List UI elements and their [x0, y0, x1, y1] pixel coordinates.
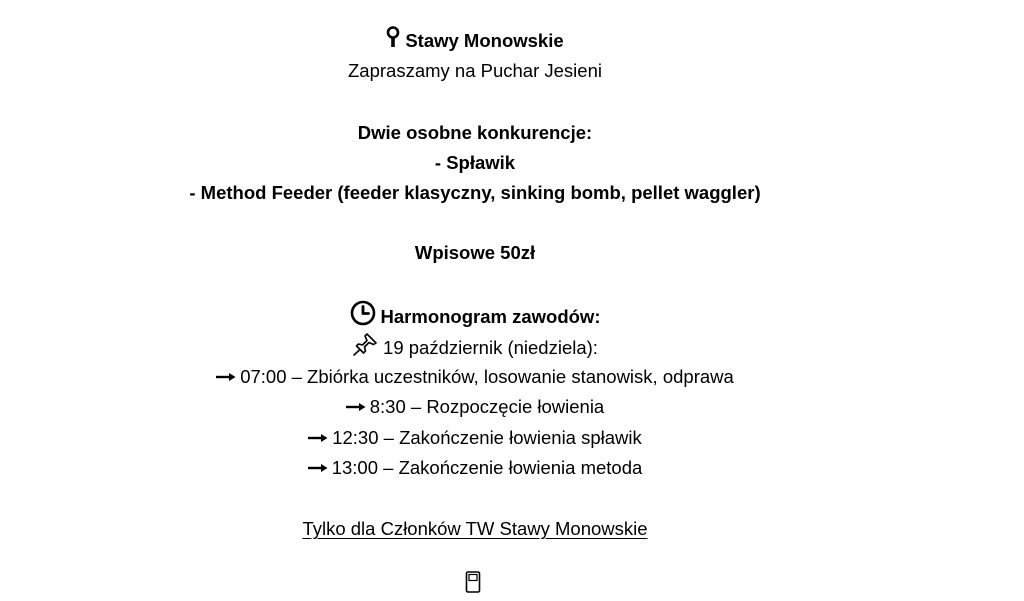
phone-icon [465, 571, 481, 599]
competition-item-float: - Spławik [434, 152, 516, 173]
schedule-item-text: 13:00 – Zakończenie łowienia metoda [331, 457, 643, 478]
members-only-note: Tylko dla Członków TW Stawy Monowskie [302, 518, 648, 539]
schedule-date-line [0, 334, 950, 358]
schedule-item [0, 456, 950, 480]
subtitle: Zapraszamy na Puchar Jesieni [348, 60, 602, 81]
clock-icon [350, 300, 376, 332]
schedule-heading: Harmonogram zawodów: [380, 305, 601, 327]
right-arrow-icon [308, 455, 328, 479]
right-arrow-icon [346, 394, 366, 418]
schedule-item [0, 426, 950, 450]
right-arrow-icon [308, 425, 328, 449]
cut-off-contact-line [0, 573, 950, 597]
competitions-heading: Dwie osobne konkurencje: [357, 122, 593, 143]
right-arrow-icon [216, 364, 236, 388]
schedule-item-text: 8:30 – Rozpoczęcie łowienia [369, 396, 605, 417]
page-title: Stawy Monowskie [405, 29, 564, 51]
schedule-date: 19 październik (niedziela): [383, 336, 598, 358]
entry-fee: Wpisowe 50zł [414, 242, 536, 263]
schedule-item [0, 395, 950, 419]
pushpin-icon [352, 332, 378, 362]
competition-item-method-feeder: - Method Feeder (feeder klasyczny, sinking bomb, pellet waggler) [189, 182, 761, 203]
schedule-heading-line [0, 302, 950, 326]
schedule-item [0, 365, 950, 389]
schedule-item-text: 12:30 – Zakończenie łowienia spławik [332, 427, 642, 448]
keyhole-pin-icon [386, 26, 400, 54]
title-line [0, 28, 950, 52]
schedule-item-text: 07:00 – Zbiórka uczestników, losowanie stanowisk, odprawa [240, 366, 734, 387]
